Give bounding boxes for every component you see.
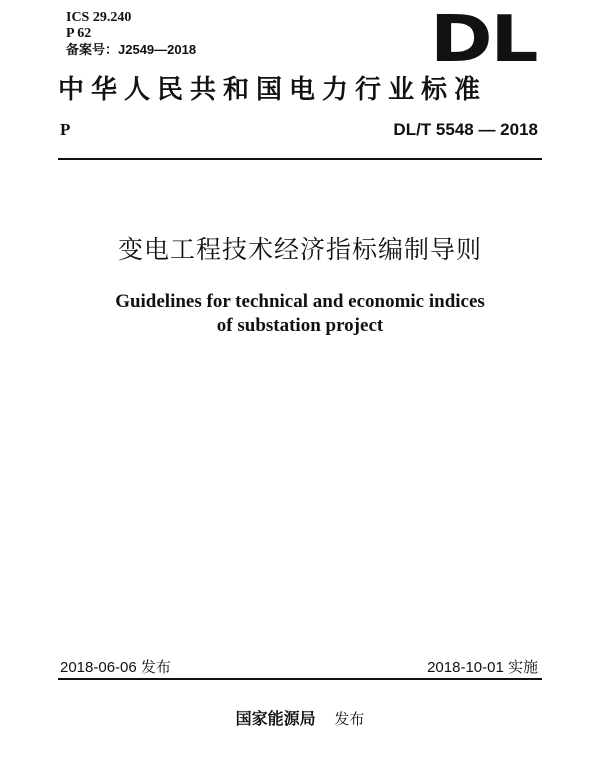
issuer — [0, 706, 600, 729]
ics-code: ICS 29.240 — [66, 10, 132, 25]
dl-logo: DL — [430, 3, 537, 77]
p-code: P 62 — [66, 26, 92, 41]
title-english-line-1: Guidelines for technical and economic indices — [115, 291, 485, 312]
title-english-line-2: of substation project — [216, 315, 384, 336]
standard-metadata — [66, 10, 196, 58]
title-chinese: 变电工程技术经济指标编制导则 — [117, 235, 482, 264]
implement-date: 2018-10-01 实施 — [427, 659, 538, 676]
bottom-divider — [58, 678, 542, 680]
category-code: P — [60, 120, 71, 139]
filing-number: 备案号：J2549—2018 — [66, 42, 197, 57]
top-divider — [58, 158, 542, 160]
org-title: 中华人民共和国电力行业标准 — [58, 75, 488, 105]
issuer-name: 国家能源局 — [235, 709, 316, 728]
title-english — [0, 290, 600, 338]
issuer-action: 发布 — [334, 710, 365, 728]
standard-number: DL/T 5548 — 2018 — [393, 120, 538, 139]
publish-date: 2018-06-06 发布 — [60, 659, 171, 676]
